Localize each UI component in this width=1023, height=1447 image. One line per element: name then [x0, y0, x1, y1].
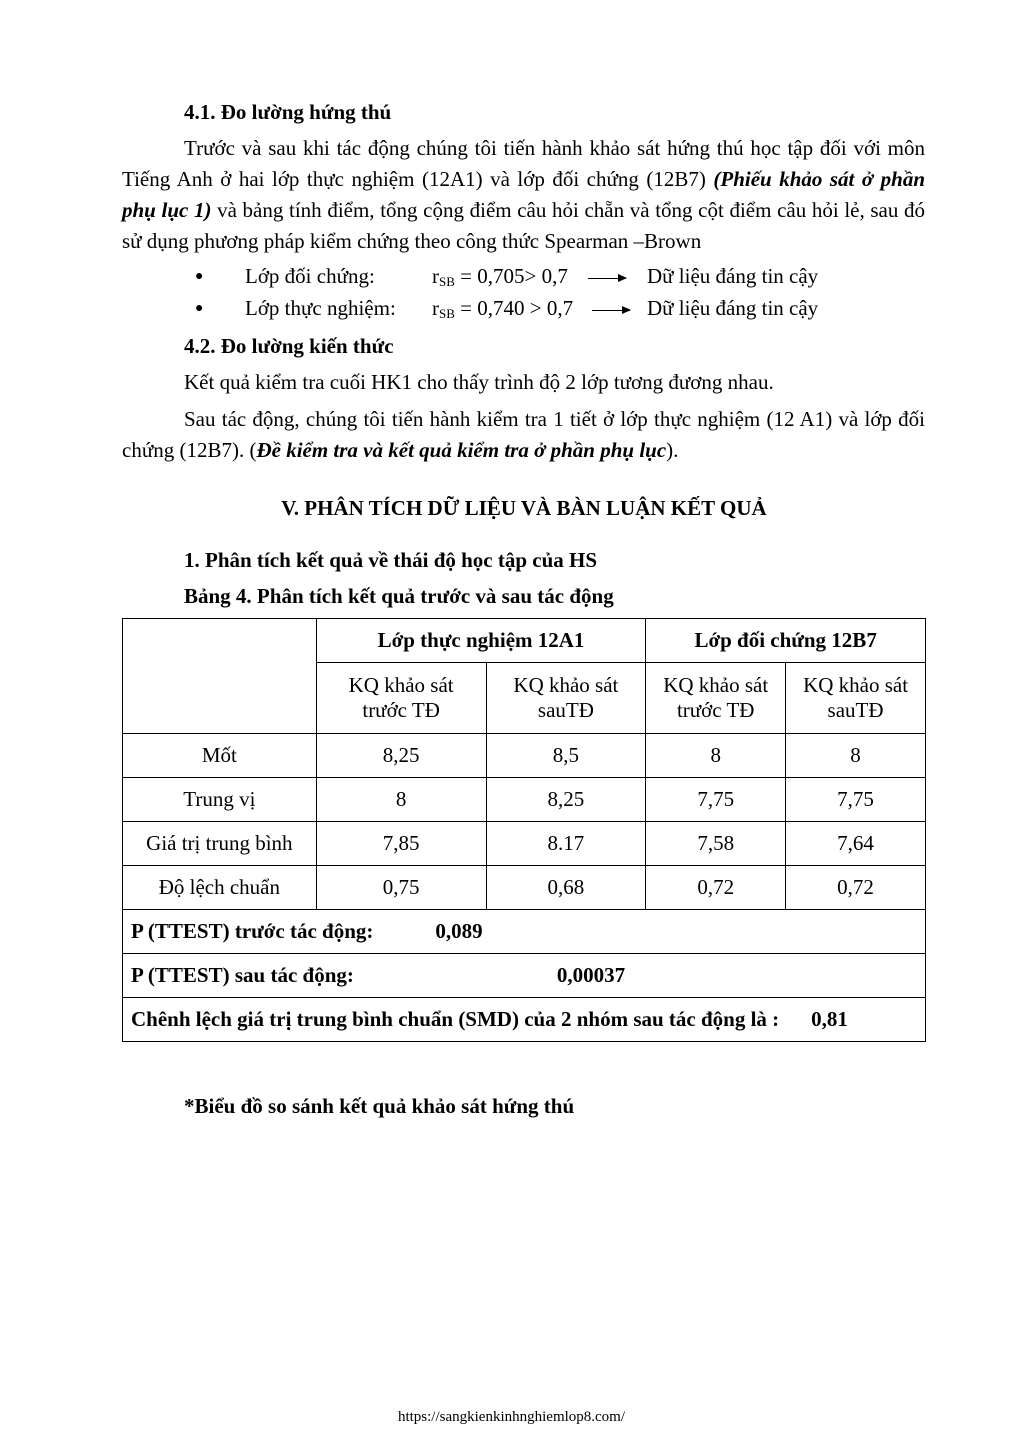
table-cell: 0,72 [786, 866, 926, 910]
table-corner-cell [123, 619, 317, 734]
table-cell: 8,5 [486, 734, 646, 778]
results-table [122, 618, 926, 1042]
table-cell: 8 [316, 778, 486, 822]
r-subscript: SB [439, 306, 455, 321]
bullet-label: Lớp thực nghiệm: [245, 296, 396, 320]
ttest-before-cell [123, 910, 926, 954]
smd-label: Chênh lệch giá trị trung bình chuẩn (SMD) của 2 nhóm sau tác động là : [131, 1007, 780, 1031]
ttest-after-row [123, 954, 926, 998]
column-header: KQ khảo sát sauTĐ [486, 663, 646, 734]
section-4-2-text: Sau tác động, chúng tôi tiến hành kiểm tra 1 tiết ở lớp thực nghiệm (12 A1) và lớp đối chứng (12B7). ( [122, 407, 925, 462]
r-subscript: SB [439, 274, 455, 289]
section-4-1-paragraph [122, 133, 925, 257]
column-header: KQ khảo sát trước TĐ [646, 663, 786, 734]
ttest-before-value: 0,089 [435, 919, 483, 943]
table-cell: 0,68 [486, 866, 646, 910]
row-label: Trung vị [123, 778, 317, 822]
smd-row [123, 998, 926, 1042]
smd-value: 0,81 [811, 1007, 848, 1031]
table-row [123, 866, 926, 910]
bullet-formula [432, 264, 568, 290]
table-row [123, 822, 926, 866]
section-4-1-text-rest: và bảng tính điểm, tổng cộng điểm câu hỏi chẵn và tổng cột điểm câu hỏi lẻ, sau đó sử dụng phương pháp kiểm chứng theo công thức Spearman –Brown [122, 198, 926, 253]
section-4-2-paragraph-1: Kết quả kiểm tra cuối HK1 cho thấy trình độ 2 lớp tương đương nhau. [184, 370, 774, 394]
table-group-header-row [123, 619, 926, 663]
ttest-after-cell [123, 954, 926, 998]
table-cell: 8 [786, 734, 926, 778]
table-cell: 7,58 [646, 822, 786, 866]
table-cell: 8 [646, 734, 786, 778]
table-row [123, 734, 926, 778]
chart-heading: *Biểu đồ so sánh kết quả khảo sát hứng thú [184, 1094, 575, 1118]
table-cell: 8,25 [316, 734, 486, 778]
ttest-before-label: P (TTEST) trước tác động: [131, 919, 374, 943]
table-cell: 7,64 [786, 822, 926, 866]
row-label: Giá trị trung bình [123, 822, 317, 866]
table-cell: 0,75 [316, 866, 486, 910]
table-cell: 0,72 [646, 866, 786, 910]
bullet-result: Dữ liệu đáng tin cậy [647, 296, 819, 320]
subsection-1-heading: 1. Phân tích kết quả về thái độ học tập của HS [184, 548, 598, 572]
ttest-after-label: P (TTEST) sau tác động: [131, 963, 354, 987]
footer-url: https://sangkienkinhnghiemlop8.com/ [397, 1409, 626, 1425]
section-4-2-paragraph-2 [122, 404, 925, 466]
r-symbol: r [432, 264, 439, 288]
bullet-formula [432, 296, 573, 322]
bullet-dot-icon: ● [195, 269, 204, 284]
bullet-label: Lớp đối chứng: [245, 264, 375, 288]
row-label: Độ lệch chuẩn [123, 866, 317, 910]
r-symbol: r [432, 296, 439, 320]
table-caption: Bảng 4. Phân tích kết quả trước và sau tác động [184, 584, 614, 608]
r-value: = 0,740 > 0,7 [454, 296, 574, 320]
table-cell: 7,85 [316, 822, 486, 866]
ttest-after-value: 0,00037 [556, 963, 626, 987]
section-4-1-text: Trước và sau khi tác động chúng tôi tiến hành khảo sát hứng thú học tập đối với môn Tiếng Anh ở hai lớp thực nghiệm (12A1) và lớp đối chứng (12B7) [122, 136, 925, 191]
table-cell: 8.17 [486, 822, 646, 866]
section-5-title: V. PHÂN TÍCH DỮ LIỆU VÀ BÀN LUẬN KẾT QUẢ [281, 496, 767, 520]
section-4-2-text-end: ). [666, 438, 679, 462]
bullet-result: Dữ liệu đáng tin cậy [647, 264, 819, 288]
section-4-1-appendix-ref: (Phiếu khảo sát ở phần phụ lục 1) [122, 167, 926, 222]
arrow-right-icon [588, 278, 626, 279]
r-value: = 0,705> 0,7 [454, 264, 568, 288]
table-cell: 7,75 [646, 778, 786, 822]
arrow-right-icon [592, 310, 630, 311]
group-header-experiment: Lớp thực nghiệm 12A1 [316, 619, 646, 663]
group-header-control: Lớp đối chứng 12B7 [646, 619, 926, 663]
table-row [123, 778, 926, 822]
table-cell: 7,75 [786, 778, 926, 822]
column-header: KQ khảo sát sauTĐ [786, 663, 926, 734]
section-4-2-appendix-ref: Đề kiểm tra và kết quả kiểm tra ở phần phụ lục [256, 438, 667, 462]
section-4-2-heading: 4.2. Đo lường kiến thức [184, 334, 394, 358]
bullet-dot-icon: ● [195, 301, 204, 316]
section-4-1-heading: 4.1. Đo lường hứng thú [184, 100, 392, 124]
row-label: Mốt [123, 734, 317, 778]
column-header: KQ khảo sát trước TĐ [316, 663, 486, 734]
ttest-before-row [123, 910, 926, 954]
table-cell: 8,25 [486, 778, 646, 822]
smd-cell [123, 998, 926, 1042]
